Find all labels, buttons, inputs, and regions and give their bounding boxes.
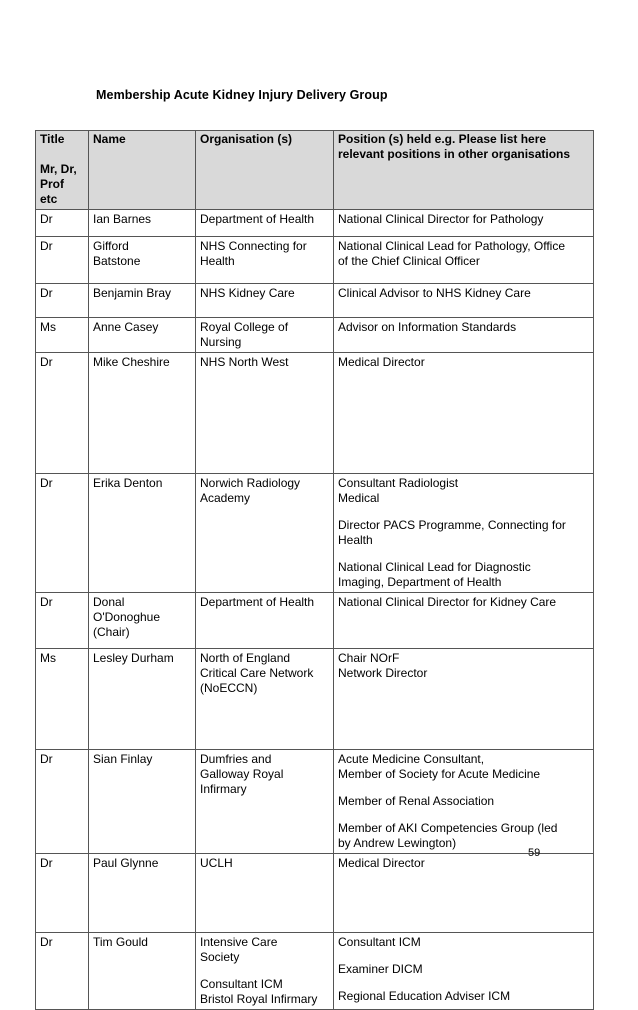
header-title-line: Title — [40, 132, 65, 146]
cell-line: Dr — [40, 935, 53, 949]
cell-name — [89, 284, 196, 318]
cell-position — [334, 284, 594, 318]
header-title-line: Prof — [40, 177, 64, 191]
cell-name — [89, 210, 196, 237]
cell-line: Consultant ICM — [338, 935, 421, 949]
cell-organisation — [196, 474, 334, 593]
cell-line: Dr — [40, 595, 53, 609]
cell-line: Dr — [40, 476, 53, 490]
cell-organisation — [196, 649, 334, 750]
cell-line: Dr — [40, 239, 53, 253]
cell-line: Clinical Advisor to NHS Kidney Care — [338, 286, 531, 300]
cell-name — [89, 318, 196, 353]
cell-line: Society — [200, 950, 240, 964]
cell-position — [334, 854, 594, 933]
cell-line: of the Chief Clinical Officer — [338, 254, 480, 268]
cell-title — [36, 593, 89, 649]
cell-line: Medical Director — [338, 355, 425, 369]
table-row — [36, 593, 594, 649]
cell-line: Galloway Royal — [200, 767, 284, 781]
table-row — [36, 474, 594, 593]
table-row — [36, 210, 594, 237]
header-position-line: relevant positions in other organisations — [338, 147, 571, 161]
cell-line: O'Donoghue — [93, 610, 161, 624]
cell-line: Mike Cheshire — [93, 355, 170, 369]
cell-line: Norwich Radiology — [200, 476, 301, 490]
cell-position — [334, 750, 594, 854]
cell-organisation — [196, 854, 334, 933]
cell-line: Health — [338, 533, 373, 547]
cell-line: Anne Casey — [93, 320, 159, 334]
cell-line: UCLH — [200, 856, 233, 870]
cell-position — [334, 318, 594, 353]
header-organisation: Organisation (s) — [196, 131, 334, 210]
cell-line: Advisor on Information Standards — [338, 320, 517, 334]
cell-line: Medical Director — [338, 856, 425, 870]
cell-organisation — [196, 593, 334, 649]
cell-title — [36, 933, 89, 1010]
cell-organisation — [196, 353, 334, 474]
cell-line: Dr — [40, 752, 53, 766]
cell-line: Consultant Radiologist — [338, 476, 459, 490]
table-row — [36, 750, 594, 854]
cell-line: National Clinical Director for Pathology — [338, 212, 544, 226]
cell-position — [334, 237, 594, 284]
cell-title — [36, 750, 89, 854]
table-row — [36, 284, 594, 318]
header-title-line: Mr, Dr, — [40, 162, 77, 176]
cell-line: NHS Connecting for — [200, 239, 307, 253]
table-row — [36, 933, 594, 1010]
cell-line: Director PACS Programme, Connecting for — [338, 518, 566, 532]
cell-name — [89, 474, 196, 593]
cell-line: Imaging, Department of Health — [338, 575, 502, 589]
header-name: Name — [89, 131, 196, 210]
cell-line: Intensive Care — [200, 935, 278, 949]
header-title — [36, 131, 89, 210]
cell-position — [334, 474, 594, 593]
cell-organisation — [196, 318, 334, 353]
page-title: Membership Acute Kidney Injury Delivery Group — [96, 88, 388, 102]
cell-line: Medical — [338, 491, 380, 505]
table-row — [36, 854, 594, 933]
cell-name — [89, 649, 196, 750]
cell-title — [36, 210, 89, 237]
cell-line: Department of Health — [200, 212, 315, 226]
cell-line: Batstone — [93, 254, 141, 268]
table-header-row — [36, 131, 594, 210]
table-row — [36, 353, 594, 474]
cell-position — [334, 210, 594, 237]
cell-line: Bristol Royal Infirmary — [200, 992, 318, 1006]
cell-line: NHS Kidney Care — [200, 286, 295, 300]
cell-title — [36, 474, 89, 593]
cell-organisation — [196, 284, 334, 318]
cell-position — [334, 933, 594, 1010]
cell-line: Member of Renal Association — [338, 794, 495, 808]
cell-line: Dr — [40, 212, 53, 226]
cell-line: Tim Gould — [93, 935, 148, 949]
cell-title — [36, 854, 89, 933]
cell-line: National Clinical Lead for Diagnostic — [338, 560, 531, 574]
cell-organisation — [196, 933, 334, 1010]
cell-position — [334, 649, 594, 750]
header-position — [334, 131, 594, 210]
cell-line: Benjamin Bray — [93, 286, 172, 300]
cell-title — [36, 237, 89, 284]
header-title-line: etc — [40, 192, 58, 206]
cell-line: Dr — [40, 286, 53, 300]
cell-line: NHS North West — [200, 355, 289, 369]
cell-line: Erika Denton — [93, 476, 163, 490]
cell-organisation — [196, 750, 334, 854]
cell-line: Health — [200, 254, 235, 268]
cell-line: Academy — [200, 491, 251, 505]
cell-line: Ms — [40, 320, 56, 334]
cell-title — [36, 318, 89, 353]
cell-organisation — [196, 210, 334, 237]
membership-table — [35, 130, 594, 1010]
cell-name — [89, 593, 196, 649]
cell-name — [89, 933, 196, 1010]
cell-line: Department of Health — [200, 595, 315, 609]
cell-line: Acute Medicine Consultant, — [338, 752, 485, 766]
header-position-line: Position (s) held e.g. Please list here — [338, 132, 547, 146]
cell-line: Infirmary — [200, 782, 247, 796]
cell-line: Paul Glynne — [93, 856, 159, 870]
cell-line: (NoECCN) — [200, 681, 258, 695]
cell-line: Dumfries and — [200, 752, 272, 766]
cell-line: Critical Care Network — [200, 666, 314, 680]
cell-line: Network Director — [338, 666, 428, 680]
cell-line: Dr — [40, 856, 53, 870]
cell-title — [36, 353, 89, 474]
cell-line: Donal — [93, 595, 125, 609]
table-row — [36, 237, 594, 284]
table-row — [36, 318, 594, 353]
cell-line: National Clinical Lead for Pathology, Office — [338, 239, 566, 253]
cell-line: (Chair) — [93, 625, 130, 639]
cell-name — [89, 854, 196, 933]
cell-line: North of England — [200, 651, 291, 665]
cell-line: Gifford — [93, 239, 129, 253]
cell-line: National Clinical Director for Kidney Care — [338, 595, 557, 609]
cell-line: Regional Education Adviser ICM — [338, 989, 511, 1003]
cell-line: by Andrew Lewington) — [338, 836, 457, 850]
cell-line: Member of Society for Acute Medicine — [338, 767, 541, 781]
cell-line: Consultant ICM — [200, 977, 283, 991]
cell-line: Member of AKI Competencies Group (led — [338, 821, 558, 835]
cell-line: Examiner DICM — [338, 962, 423, 976]
cell-line: Dr — [40, 355, 53, 369]
cell-name — [89, 353, 196, 474]
cell-line: Nursing — [200, 335, 242, 349]
cell-organisation — [196, 237, 334, 284]
table-row — [36, 649, 594, 750]
cell-line: Royal College of — [200, 320, 289, 334]
page-number: 59 — [528, 847, 541, 859]
cell-position — [334, 353, 594, 474]
cell-title — [36, 284, 89, 318]
cell-position — [334, 593, 594, 649]
cell-line: Chair NOrF — [338, 651, 400, 665]
cell-name — [89, 237, 196, 284]
cell-title — [36, 649, 89, 750]
cell-name — [89, 750, 196, 854]
cell-line: Lesley Durham — [93, 651, 174, 665]
cell-line: Sian Finlay — [93, 752, 153, 766]
cell-line: Ms — [40, 651, 56, 665]
cell-line: Ian Barnes — [93, 212, 152, 226]
